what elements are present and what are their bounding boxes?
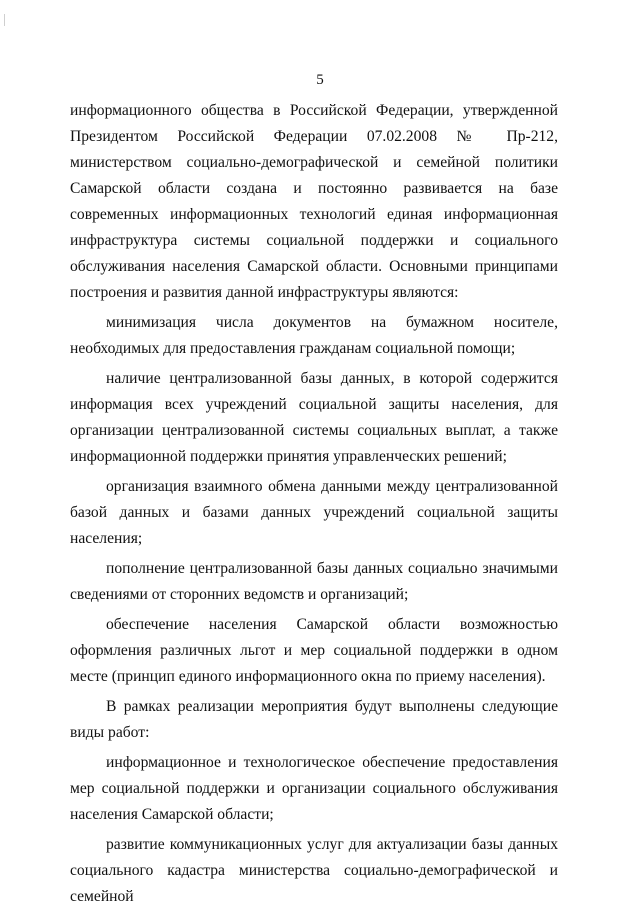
page-number: 5: [316, 72, 324, 88]
list-item-information-support: информационное и технологическое обеспечение предоставления мер социальной поддержки и организации социального обслуживания населения Самарской области;: [70, 754, 558, 823]
list-item-communication-services: развитие коммуникационных услуг для актуализации базы данных социального кадастра министерства социально-демографической и семейной: [70, 836, 558, 905]
list-item-data-exchange: организация взаимного обмена данными между централизованной базой данных и базами данных учреждений социальной защиты населения;: [70, 478, 558, 547]
list-item-database-replenishment: пополнение централизованной базы данных социально значимыми сведениями от сторонних ведомств и организаций;: [70, 560, 558, 603]
list-item-centralized-database: наличие централизованной базы данных, в которой содержится информация всех учреждений социальной защиты населения, для организации централизованной системы социальных выплат, а также информационной поддержки принятия управленческих решений;: [70, 370, 558, 465]
list-item-minimization: минимизация числа документов на бумажном носителе, необходимых для предоставления гражданам социальной помощи;: [70, 314, 558, 357]
list-item-single-window: обеспечение населения Самарской области возможностью оформления различных льгот и мер социальной поддержки в одном месте (принцип единого информационного окна по приему населения).: [70, 616, 558, 685]
paragraph-continuation: информационного общества в Российской Федерации, утвержденной Президентом Российской Федерации 07.02.2008 № Пр-212, министерством социально-демографической и семейной политики Самарской области создана и постоянно развивается на базе современных информационных технологий единая информационная инфраструктура системы социальной поддержки и социального обслуживания населения Самарской области. Основными принципами построения и развития данной инфраструктуры являются:: [70, 102, 558, 301]
scan-edge-mark: [4, 14, 5, 26]
paragraph-works-intro: В рамках реализации мероприятия будут выполнены следующие виды работ:: [70, 698, 558, 741]
document-body: [70, 98, 558, 910]
